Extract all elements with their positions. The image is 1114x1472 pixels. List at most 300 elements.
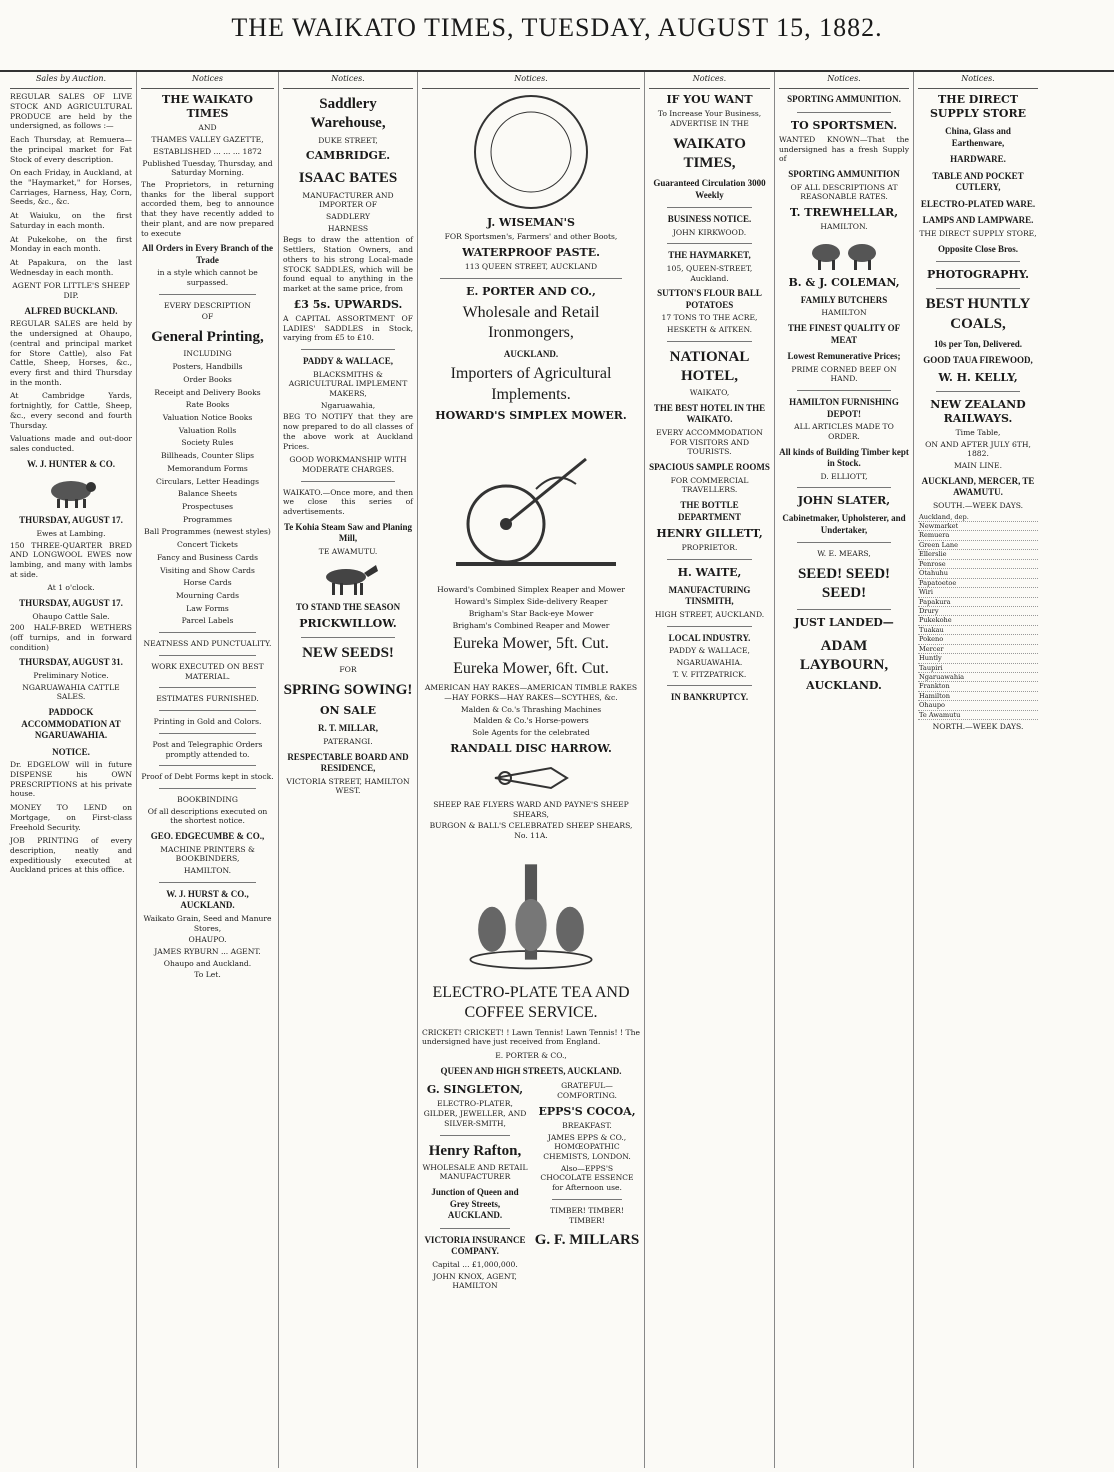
list-item: Receipt and Delivery Books [154,387,261,397]
text-line: LAMPS AND LAMPWARE. [922,215,1034,226]
list-item: Memorandum Forms [167,463,248,473]
station-cell: Newmarket [918,522,1038,531]
text-line: OHAUPO. [188,935,227,945]
ad-text: MONEY TO LEND on Mortgage, on First-class Freehold Security. [10,803,132,832]
text-line: SPACIOUS SAMPLE ROOMS [649,462,770,473]
saddlery-title: Saddlery Warehouse, [310,96,386,132]
table-row [918,644,1038,653]
divider [667,559,752,560]
table-row [918,540,1038,549]
station-cell: Papatoetoe [918,578,1038,587]
ad-title: RESPECTABLE BOARD AND RESIDENCE, [287,751,409,774]
millars-name: G. F. MILLARS [534,1232,640,1249]
sale-title: Preliminary Notice. [33,671,109,680]
merchant-name: R. T. MILLAR, [318,723,378,734]
ad-text: Valuations made and out-door sales conducted. [10,434,132,454]
ad-title: W. J. HURST & CO., AUCKLAND. [166,888,249,911]
column-ironmongers [418,72,645,1468]
list-item: Valuation Notice Books [162,412,253,422]
ad-title: SPORTING AMMUNITION. [787,94,901,105]
ad-text: At Cambridge Yards, fortnightly, for Cattle, Sheep, &c., every second and fourth Thursday. [10,391,132,430]
column-notices-6 [775,72,914,1468]
divider [159,687,256,688]
table-row [918,682,1038,691]
station-cell: Otahuhu [918,569,1038,578]
text-line: DUKE STREET, [318,135,378,145]
table-row [918,513,1038,522]
ad-title: TO SPORTSMEN. [790,118,898,132]
station-cell: Hamilton [918,691,1038,700]
importers-title: Importers of Agricultural Implements. [450,365,612,403]
table-row [918,559,1038,568]
ad-title: All Orders in Every Branch of the Trade [142,243,273,265]
columns [6,72,1108,1468]
text-line: 105, QUEEN-STREET, Auckland. [666,263,753,283]
list-item: Fancy and Business Cards [157,552,258,562]
list-item: Concert Tickets [177,540,238,550]
city-name: AUCKLAND. [806,678,882,692]
signature: D. ELLIOTT, [820,471,868,481]
divider [440,278,622,279]
station-cell: Taupiri [918,663,1038,672]
table-row [918,710,1038,719]
bottom-ads [422,1079,640,1293]
text-line: Post and Telegraphic Orders promptly attended to. [152,739,263,759]
text-line: HAMILTON. [183,866,232,876]
ad-title: TO STAND THE SEASON [295,601,401,612]
divider [667,685,752,686]
ad-text: WANTED KNOWN—That the undersigned has a fresh Supply of [779,134,909,164]
station-cell: Ellerslie [918,550,1038,559]
list-item: Ball Programmes (newest styles) [144,527,271,537]
cattle-illustration [784,236,904,272]
divider [301,637,395,638]
table-row [918,701,1038,710]
text-line: OF [201,312,214,322]
text-line: VICTORIA STREET, HAMILTON WEST. [286,776,410,796]
city-name: AUCKLAND. [503,348,559,359]
table-row [918,635,1038,644]
divider [936,261,1020,262]
table-row [918,625,1038,634]
column-heading: Notices. [649,72,770,89]
laybourn-name: ADAM LAYBOURN, [799,637,889,673]
text-line: SOUTH.—WEEK DAYS. [932,500,1024,510]
text-line: ESTABLISHED ... ... ... 1872 [153,146,262,156]
text-line: Proof of Debt Forms kept in stock. [141,772,274,782]
horse-illustration [308,561,388,597]
station-cell: Ngaruawahia [918,673,1038,682]
tinsmith-name: H. WAITE, [677,565,742,579]
ad-title: SUTTON'S FLOUR BALL POTATOES [657,288,762,310]
paper-name: THE WAIKATO TIMES [162,93,253,121]
divider [667,207,752,208]
mower-illustration [436,429,626,579]
divider [936,391,1020,392]
station-cell: Mercer [918,644,1038,653]
table-row [918,654,1038,663]
ad-text: On each Friday, in Auckland, at the "Haymarket," for Horses, Carriages, Harness, Hay, Corn, Seeds, &c., &c. [10,168,132,207]
list-item: Posters, Handbills [172,362,243,372]
ad-text: JOB PRINTING of every description, neatly and expeditiously executed at Auckland prices at this office. [10,836,132,875]
signature: HESKETH & AITKEN. [666,325,753,335]
text-line: HAMILTON. [820,222,868,232]
table-row [918,691,1038,700]
list-item: Order Books [183,374,232,384]
masthead-title: THE WAIKATO TIMES, TUESDAY, AUGUST 15, 1882. [231,13,883,42]
ad-text: REGULAR SALES are held by the undersigned at Ohaupo, (central and principal market for Store Cattle), also Fat Cattle, Sheep, Horses, &c., every first and third Thursday in the month. [10,319,132,387]
ad-title: NOTICE. [52,746,90,757]
list-item: Visiting and Show Cards [160,565,255,575]
text-line: Malden & Co.'s Horse-powers [473,716,589,726]
spring-sowing-title: SPRING SOWING! [283,682,413,699]
signature: W. J. HUNTER & CO. [27,458,115,469]
text-line: FOR COMMERCIAL TRAVELLERS. [670,475,749,495]
ad-title: THE DIRECT SUPPLY STORE [929,93,1027,121]
waikato-times-title: WAIKATO TIMES, [673,135,746,171]
list-item: Balance Sheets [177,489,238,499]
text-line: Lowest Remunerative Prices; [787,351,901,362]
ad-text: At Papakura, on the last Wednesday in each month. [10,258,132,277]
ad-text: CRICKET! CRICKET! ! Lawn Tennis! Lawn Tennis! ! The undersigned have just received from England. [422,1027,640,1047]
ad-title: IF YOU WANT [666,93,753,107]
cabinetmaker-name: JOHN SLATER, [797,494,891,508]
list-item: Law Forms [186,603,229,613]
ad-text: Begs to draw the attention of Settlers, Station Owners, and others to his strong Local-made STOCK SADDLES, which will be found equal to anything in the market at the same price, from [283,235,413,294]
text-line: PROPRIETOR. [681,543,738,553]
text-line: INCLUDING [183,349,232,359]
firm-description: Wholesale and Retail Ironmongers, [462,303,600,342]
price-line: £3 5s. UPWARDS. [293,297,403,311]
text-line: THE DIRECT SUPPLY STORE, [919,229,1037,238]
text-line: THAMES VALLEY GAZETTE, [151,135,264,145]
text-line: NEATNESS AND PUNCTUALITY. [143,639,272,649]
table-row [918,606,1038,615]
ad-title: PADDOCK ACCOMMODATION AT NGARUAWAHIA. [21,707,121,741]
text-line: in a style which cannot be surpassed. [157,268,258,288]
divider [159,882,256,883]
text-line: Howard's Simplex Side-delivery Reaper [454,597,608,607]
text-line: OF ALL DESCRIPTIONS AT REASONABLE RATES. [790,182,898,202]
sale-date: THURSDAY, AUGUST 17. [19,515,123,526]
text-line: GRATEFUL—COMFORTING. [557,1081,617,1101]
divider [159,733,256,734]
ad-title: LOCAL INDUSTRY. [668,632,751,643]
text-line: ON AND AFTER JULY 6TH, 1882. [925,439,1031,459]
proprietor-name: ISAAC BATES [298,170,398,187]
address-line: QUEEN AND HIGH STREETS, AUCKLAND. [440,1065,622,1076]
column-saddlery [279,72,418,1468]
column-heading: Sales by Auction. [10,72,132,89]
divider [936,288,1020,289]
agent-line: AGENT FOR LITTLE'S SHEEP DIP. [12,281,130,301]
text-line: BLACKSMITHS & AGRICULTURAL IMPLEMENT MAKERS, [288,369,408,398]
table-row [918,578,1038,587]
sale-time: At 1 o'clock. [47,583,95,593]
coal-title: BEST HUNTLY COALS, [925,296,1031,332]
list-item: Society Rules [181,438,234,448]
right-ads [534,1079,640,1293]
table-row [918,522,1038,531]
text-line: BREAKFAST. [562,1120,612,1130]
timetable-south [918,513,1038,721]
text-line: 113 QUEEN STREET, AUCKLAND [464,262,598,272]
text-line: WAIKATO, [689,388,730,398]
divider [667,626,752,627]
ad-title: Te Kohia Steam Saw and Planing Mill, [284,521,412,544]
text-line: Ohaupo and Auckland. [163,958,252,968]
text-line: TIMBER! TIMBER! TIMBER! [550,1205,624,1225]
station-cell: Tuakau [918,625,1038,634]
station-cell: Ohaupo [918,701,1038,710]
ad-text: At Waiuku, on the first Saturday in each month. [10,211,132,230]
ad-title: IN BANKRUPTCY. [670,692,749,703]
text-line: MANUFACTURER AND IMPORTER OF [302,190,394,210]
ad-text: WAIKATO.—Once more, and then we close this series of advertisements. [283,487,413,517]
table-row [918,569,1038,578]
divider [797,112,891,113]
eureka-5ft: Eureka Mower, 5ft. Cut. [453,635,609,653]
column-notices-5 [645,72,775,1468]
table-row [918,597,1038,606]
ad-text: Dr. EDGELOW will in future DISPENSE his OWN PRESCRIPTIONS at his private house. [10,760,132,799]
wiseman-title: J. WISEMAN'S [487,216,575,230]
divider [440,1228,510,1229]
text-line: Ngaruawahia, [320,400,376,410]
divider [797,542,891,543]
list-item: Programmes [182,514,233,524]
text-line: ELECTRO-PLATED WARE. [920,198,1036,209]
column-heading: Notices. [918,72,1038,89]
column-printing [137,72,279,1468]
divider [159,788,256,789]
column-auctions [6,72,137,1468]
text-line: To Let. [194,970,221,980]
text-line: Of all descriptions executed on the shortest notice. [147,806,268,826]
list-item: Rate Books [185,400,230,410]
ad-text: REGULAR SALES OF LIVE STOCK AND AGRICULTURAL PRODUCE are held by the undersigned, as follows :— [10,92,132,131]
text-line: NORTH.—WEEK DAYS. [932,722,1024,732]
text-line: MANUFACTURING TINSMITH, [668,584,751,607]
text-line: THE BOTTLE DEPARTMENT [677,500,742,522]
station-cell: Remuera [918,531,1038,540]
table-row [918,616,1038,625]
divider [797,390,891,391]
hotel-name: NATIONAL HOTEL, [669,348,750,384]
divider [159,294,256,295]
masthead [0,0,1114,56]
sale-title: Ewes at Lambing. [36,528,106,538]
station-cell: Pokeno [918,635,1038,644]
waterproof-paste-label: WATERPROOF PASTE. [462,246,600,260]
text-line: GOOD WORKMANSHIP WITH MODERATE CHARGES. [289,455,407,474]
station-cell: Penrose [918,559,1038,568]
railways-title: NEW ZEALAND RAILWAYS. [930,397,1026,425]
seed-title: SEED! SEED! SEED! [797,566,891,602]
address-line: Junction of Queen and Grey Streets, AUCKLAND. [431,1187,519,1221]
list-item: Billheads, Counter Slips [161,451,254,461]
text-line: MACHINE PRINTERS & BOOKBINDERS, [160,844,255,864]
text-line: JAMES RYBURN ... AGENT. [154,946,261,956]
sale-title: Ohaupo Cattle Sale. [32,611,110,621]
table-row [918,588,1038,597]
mower-title: HOWARD'S SIMPLEX MOWER. [435,409,627,423]
horse-name: PRICKWILLOW. [299,617,397,631]
signature: ALFRED BUCKLAND. [24,305,118,316]
text-line: HIGH STREET, AUCKLAND. [654,609,765,619]
list-item: Prospectuses [181,502,234,512]
printer-name: GEO. EDGECUMBE & CO., [150,831,265,842]
column-heading: Notices. [779,72,909,89]
new-seeds-title: NEW SEEDS! [302,645,394,662]
left-ads [422,1079,528,1293]
divider [159,710,256,711]
text-line: Published Tuesday, Thursday, and Saturday Morning. [142,158,273,178]
text-line: WORK EXECUTED ON BEST MATERIAL. [151,661,264,681]
merchant-name: W. H. KELLY, [938,370,1018,384]
text-line: JAMES EPPS & CO., HOMŒOPATHIC CHEMISTS, LONDON. [543,1132,631,1162]
ad-title: PHOTOGRAPHY. [926,268,1029,282]
text-line: SPORTING AMMUNITION [788,168,900,179]
station-cell: Drury [918,606,1038,615]
text-line: Capital ... £1,000,000. [432,1259,518,1269]
sale-date: THURSDAY, AUGUST 31. [19,657,123,668]
town-name: CAMBRIDGE. [305,149,391,163]
signature: W. E. MEARS, [817,549,871,559]
text-line: THE FINEST QUALITY OF MEAT [787,323,901,345]
divider [301,349,395,350]
text-line: All kinds of Building Timber kept in Stock. [779,446,909,469]
text-line: TE AWAMUTU. [318,546,378,556]
list-item: Horse Cards [183,578,232,588]
tea-service-title: ELECTRO-PLATE TEA AND COFFEE SERVICE. [432,983,630,1022]
station-cell: Frankton [918,682,1038,691]
cocoa-title: EPPS'S COCOA, [538,1104,636,1118]
station-cell: Papakura [918,597,1038,606]
list-item: Parcel Labels [181,616,234,626]
text-line: Printing in Gold and Colors. [153,717,262,727]
insurance-title: VICTORIA INSURANCE COMPANY. [424,1234,526,1257]
ad-text: A CAPITAL ASSORTMENT OF LADIES' SADDLES in Stock, varying from £5 to £10. [283,313,413,343]
table-row [918,531,1038,540]
ad-title: THE HAYMARKET, [668,250,751,261]
list-item: Valuation Rolls [178,425,237,435]
text-line: MAIN LINE. [954,461,1002,471]
text-line: TABLE AND POCKET CUTLERY, [932,170,1024,193]
divider [552,1199,622,1200]
text-line: AND [198,123,217,133]
text-line: PADDY & WALLACE, [669,646,750,656]
table-row [918,663,1038,672]
divider [159,655,256,656]
text-line: HARNESS [327,223,369,233]
on-sale-title: ON SALE [319,704,377,718]
divider [667,341,752,342]
text-line: 10s per Ton, Delivered. [934,338,1022,349]
station-cell: Wiri [918,588,1038,597]
divider [159,632,256,633]
ad-title: JUST LANDED— [794,616,894,630]
list-item: Circulars, Letter Headings [155,476,260,486]
table-row [918,673,1038,682]
rafton-name: Henry Rafton, [428,1142,522,1159]
ad-title: PADDY & WALLACE, [302,356,394,367]
column-notices-7 [914,72,1042,1468]
station-cell: Auckland, dep. [918,513,1038,522]
text-line: NGARUAWAHIA. [676,657,743,667]
text-line: AUCKLAND, MERCER, TE AWAMUTU. [921,475,1035,498]
text-line: PATERANGI. [323,736,373,746]
text-line: Cabinetmaker, Upholsterer, and Undertaker, [782,513,906,535]
text-line: Brigham's Star Back-eye Mower [468,608,594,618]
text-line: Howard's Combined Simplex Reaper and Mower [437,585,625,595]
waterproof-paste-seal [431,92,631,212]
circulation-line: Guaranteed Circulation 3000 Weekly [653,178,766,200]
text-line: ALL ARTICLES MADE TO ORDER. [794,422,894,441]
text-line: E. PORTER & CO., [495,1051,567,1061]
divider [797,487,891,488]
column-heading: Notices. [283,72,413,89]
text-line: ELECTRO-PLATER, GILDER, JEWELLER, AND SILVER-SMITH, [423,1099,527,1128]
text-line: China, Glass and Earthenware, [945,126,1011,148]
divider [301,481,395,482]
signature: T. V. FITZPATRICK. [672,669,747,679]
ad-text: BEG TO NOTIFY that they are now prepared to do all classes of the above work at Auckland Prices. [283,412,413,451]
divider [440,1135,510,1136]
station-cell: Green Lane [918,540,1038,549]
text-line: EVERY DESCRIPTION [164,300,251,310]
column-heading: Notices [141,72,274,89]
text-line: Brigham's Combined Reaper and Mower [452,620,610,630]
ad-title: HAMILTON FURNISHING DEPOT! [789,397,899,419]
text-line: THE BEST HOTEL IN THE WAIKATO. [653,402,766,425]
ad-text: The Proprietors, in returning thanks for the liberal support accorded them, beg to announce that they have recently added to their plant, and are now prepared to execute [141,179,274,238]
text-line: Time Table, [955,427,1001,437]
sheep-illustration [31,474,111,510]
text-line: FOR [339,665,357,675]
text-line: WHOLESALE AND RETAIL MANUFACTURER [422,1162,528,1182]
eureka-6ft: Eureka Mower, 6ft. Cut. [453,659,609,677]
text-line: Sole Agents for the celebrated [472,728,590,738]
text-line: FAMILY BUTCHERS [800,294,888,305]
sale-date: THURSDAY, AUGUST 17. [19,598,123,609]
text-line: HAMILTON [821,308,867,318]
text-line: GOOD TAUA FIREWOOD, [923,355,1033,366]
text-line: HARDWARE. [950,154,1006,165]
ad-text: Each Thursday, at Remuera—the principal market for Fat Stock of every description. [10,135,132,164]
text-line: BURGON & BALL'S CELEBRATED SHEEP SHEARS, No. 11A. [429,821,633,841]
table-row [918,550,1038,559]
printing-list [141,362,274,626]
text-line: ESTIMATES FURNISHED. [156,694,259,704]
text-line: SADDLERY [326,212,370,222]
harrow-title: RANDALL DISC HARROW. [450,741,612,755]
station-cell: Pukekohe [918,616,1038,625]
text-line: EVERY ACCOMMODATION FOR VISITORS AND TOURISTS. [656,427,763,457]
firm-name: E. PORTER AND CO., [466,284,596,298]
text-line: To Increase Your Business, ADVERTISE IN THE [657,109,762,129]
ad-text: At Pukekohe, on the first Monday in each month. [10,234,132,254]
proprietor-name: HENRY GILLETT, [656,527,763,541]
column-heading: Notices. [422,72,640,89]
divider [667,243,752,244]
text-line: FOR Sportsmen's, Farmers' and other Boots, [444,232,618,242]
butcher-name: B. & J. COLEMAN, [788,275,900,289]
ad-text: 150 THREE-QUARTER BRED AND LONGWOOL EWES now lambing, and many with lambs at side. [10,540,132,579]
list-item: Mourning Cards [175,591,240,601]
station-cell: Huntly [918,654,1038,663]
merchant-name: T. TREWHELLAR, [789,205,899,219]
